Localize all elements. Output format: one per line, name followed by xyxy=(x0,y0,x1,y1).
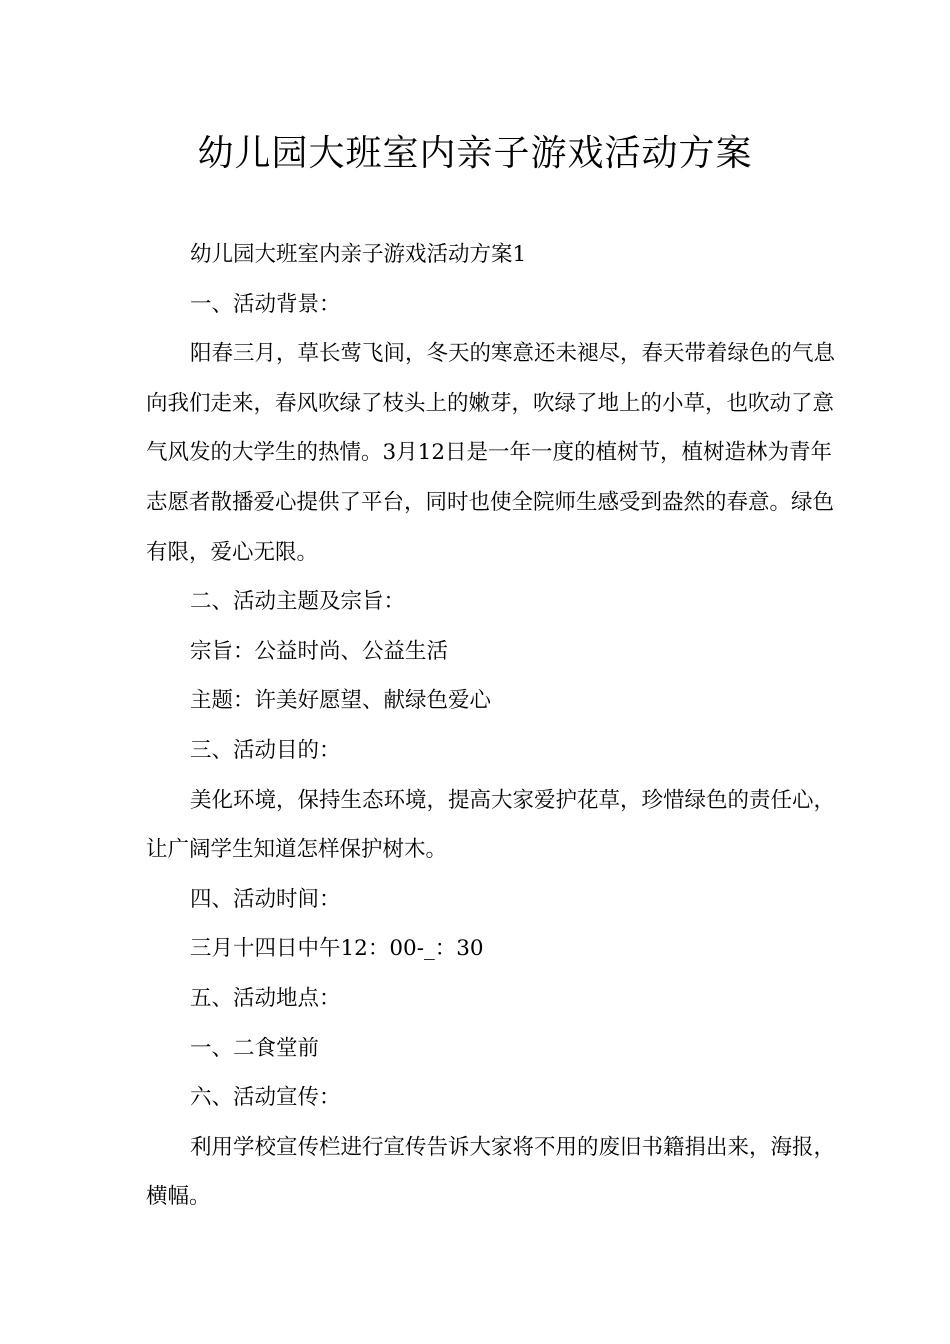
paragraph-location: 一、二食堂前 xyxy=(190,1035,320,1061)
paragraph-purpose: 宗旨：公益时尚、公益生活 xyxy=(190,638,449,664)
heading-publicity: 六、活动宣传： xyxy=(190,1085,341,1111)
heading-background: 一、活动背景： xyxy=(190,291,341,317)
paragraph-time: 三月十四日中午12：00-_：30 xyxy=(190,936,484,962)
heading-location: 五、活动地点： xyxy=(190,985,341,1011)
paragraph-subtitle: 幼儿园大班室内亲子游戏活动方案1 xyxy=(190,242,527,267)
paragraph-theme: 主题：许美好愿望、献绿色爱心 xyxy=(190,688,492,714)
document-title: 幼儿园大班室内亲子游戏活动方案 xyxy=(197,133,753,174)
heading-time: 四、活动时间： xyxy=(190,886,341,912)
paragraph-goal: 美化环境，保持生态环境，提高大家爱护花草，珍惜绿色的责任心，让广阔学生知道怎样保护树木。 xyxy=(146,787,836,863)
paragraph-background: 阳春三月，草长莺飞间，冬天的寒意还未褪尽，春天带着绿色的气息向我们走来，春风吹绿了枝头上的嫩芽，吹绿了地上的小草，也吹动了意气风发的大学生的热情。3月12日是一年一度的植树节，植树造林为青年志愿者散播爱心提供了平台，同时也使全院师生感受到盎然的春意。绿色有限，爱心无限。 xyxy=(146,341,836,565)
heading-theme: 二、活动主题及宗旨： xyxy=(190,589,406,615)
heading-goal: 三、活动目的： xyxy=(190,737,341,763)
paragraph-publicity: 利用学校宣传栏进行宣传告诉大家将不用的废旧书籍捐出来，海报，横幅。 xyxy=(146,1134,836,1210)
document-body xyxy=(146,230,836,1222)
